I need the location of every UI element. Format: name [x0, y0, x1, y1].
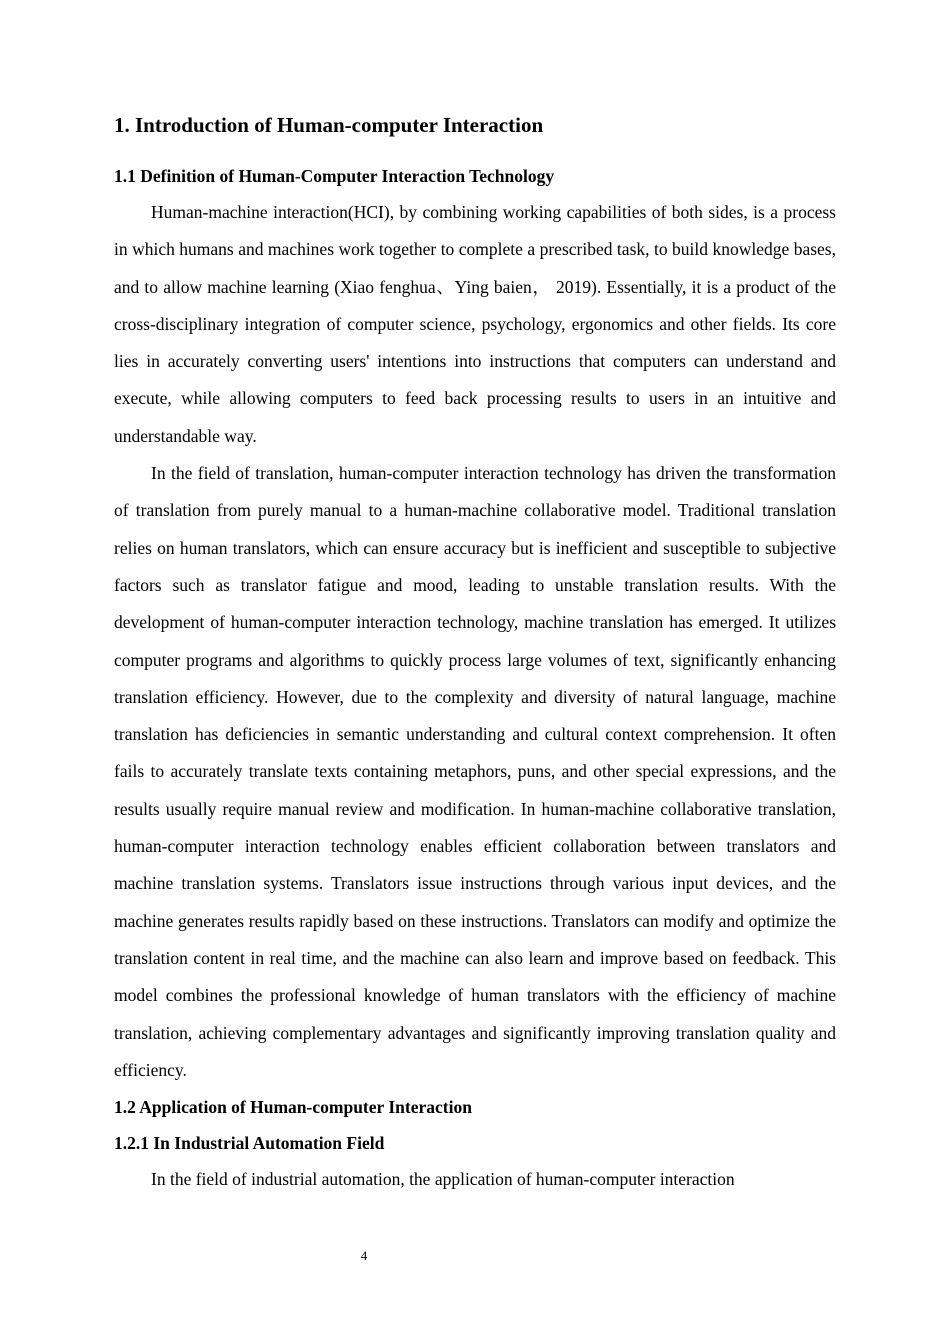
chapter-title: 1. Introduction of Human-computer Interaction: [114, 113, 544, 137]
page-number: 4: [360, 1248, 368, 1263]
paragraph-translation-field: In the field of translation, human-computer interaction technology has driven the transformation of translation from purely manual to a human-machine collaborative model. Traditional translation relies on human translators, which can ensure accuracy but is inefficient and susceptible to subjective factors such as translator fatigue and mood, leading to unstable translation results. With the development of human-computer interaction technology, machine translation has emerged. It utilizes computer programs and algorithms to quickly process large volumes of text, significantly enhancing translation efficiency. However, due to the complexity and diversity of natural language, machine translation has deficiencies in semantic understanding and cultural context comprehension. It often fails to accurately translate texts containing metaphors, puns, and other special expressions, and the results usually require manual review and modification. In human-machine collaborative translation, human-computer interaction technology enables efficient collaboration between translators and machine translation systems. Translators issue instructions through various input devices, and the machine generates results rapidly based on these instructions. Translators can modify and optimize the translation content in real time, and the machine can also learn and improve based on feedback. This model combines the professional knowledge of human translators with the efficiency of machine translation, achieving complementary advantages and significantly improving translation quality and efficiency.: [114, 463, 836, 1080]
section-heading-1-1: 1.1 Definition of Human-Computer Interaction Technology: [114, 166, 555, 186]
page-content: [114, 108, 836, 1198]
paragraph-industrial-automation: In the field of industrial automation, the application of human-computer interaction: [151, 1169, 735, 1190]
section-heading-1-2: 1.2 Application of Human-computer Interaction: [114, 1097, 472, 1118]
spacer: [114, 142, 836, 158]
section-heading-1-2-1: 1.2.1 In Industrial Automation Field: [114, 1133, 385, 1154]
paragraph-hci-definition: Human-machine interaction(HCI), by combining working capabilities of both sides, is a process in which humans and machines work together to complete a prescribed task, to build knowledge bases, and to allow machine learning (Xiao fenghua、Ying baien， 2019). Essentially, it is a product of the cross-disciplinary integration of computer science, psychology, ergonomics and other fields. Its core lies in accurately converting users' intentions into instructions that computers can understand and execute, while allowing computers to feed back processing results to users in an intuitive and understandable way.: [114, 202, 836, 446]
